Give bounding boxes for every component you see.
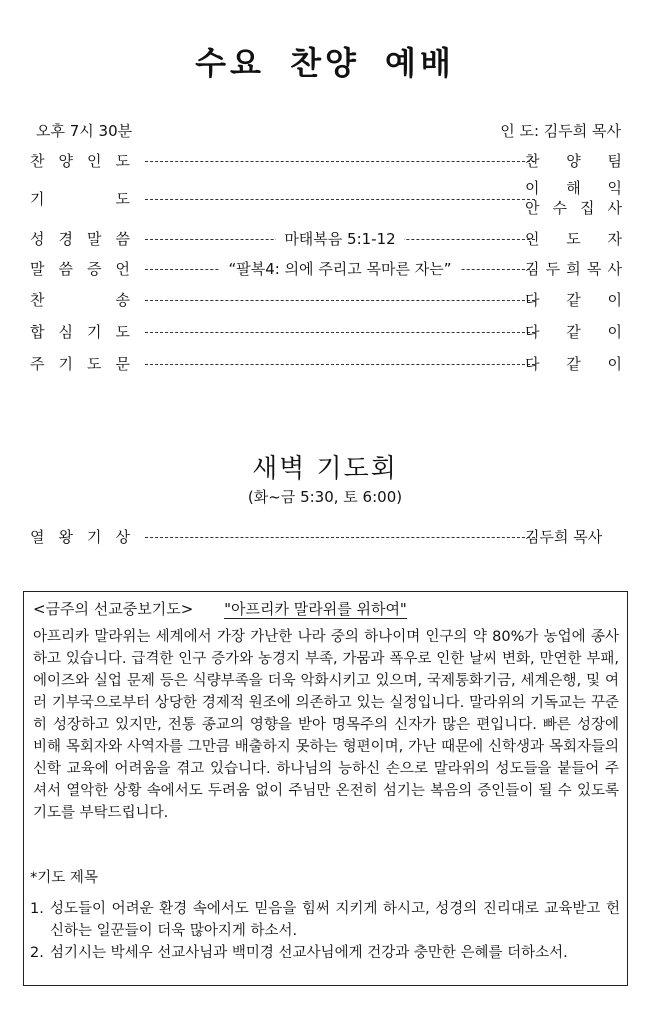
leader-dashes	[145, 300, 535, 301]
leader-dashes	[145, 332, 535, 333]
prayer-list	[30, 898, 620, 964]
program-label: 찬 양 인 도	[30, 152, 130, 170]
dawn-leader: 김두희 목사	[525, 528, 603, 546]
program-label: 기 도	[30, 190, 130, 208]
presider: 인 도: 김두희 목사	[500, 122, 621, 140]
mission-body: 아프리카 말라위는 세계에서 가장 가난한 나라 중의 하나이며 인구의 약 80%가 농업에 종사하고 있습니다. 급격한 인구 증가와 농경지 부족, 가뭄과 폭우로 인한 날씨 변화, 만연한 부패, 에이즈와 실업 문제 등은 식량부족을 더욱 악화시키고 있으며, 국제통화기금, 세계은행, 및 여러 기부국으로부터 상당한 경제적 원조에 의존하고 있는 실정입니다. 말라위의 기독교는 꾸준히 성장하고 있지만, 전통 종교의 영향을 받아 명목주의 신자가 많은 편입니다. 빠른 성장에 비해 목회자와 사역자를 그만큼 배출하지 못하는 형편이며, 가난 때문에 신학생과 목회자들의 신학 교육에 어려움을 겪고 있습니다. 하나님의 능하신 손으로 말라위의 성도들을 붙들어 주셔서 열악한 상황 속에서도 두려움 없이 주님만 온전히 섬기는 복음의 증인들이 될 수 있도록 기도를 부탁드립니다.	[33, 629, 619, 821]
program-leader: 다 같 이	[525, 355, 622, 373]
program-label: 성 경 말 씀	[30, 230, 130, 248]
program-row	[30, 258, 622, 282]
program-leader: 김 두 희 목 사	[525, 260, 622, 278]
mission-topic: "아프리카 말라위를 위하여"	[224, 600, 407, 618]
prayer-item: 1. 성도들이 어려운 환경 속에서도 믿음을 힘써 지키게 하시고, 성경의 진리대로 교육받고 헌신하는 일꾼들이 더욱 많아지게 하소서.	[30, 901, 620, 939]
program-leader: 다 같 이	[525, 291, 622, 309]
leader-dashes	[145, 161, 535, 162]
program-row	[30, 321, 622, 345]
program-label: 주 기 도 문	[30, 355, 130, 373]
program-label: 말 씀 증 언	[30, 260, 130, 278]
program-content: “팔복4: 의에 주리고 목마른 자는”	[220, 260, 459, 278]
program-content: 마태복음 5:1-12	[276, 230, 403, 248]
program-row	[30, 150, 622, 174]
mission-prayer-box	[23, 591, 628, 986]
program-leader: 인 도 자	[525, 230, 622, 248]
dawn-time: (화~금 5:30, 토 6:00)	[247, 488, 403, 506]
program-leader: 다 같 이	[525, 323, 622, 341]
leader-dashes	[145, 199, 535, 200]
service-time-row	[36, 120, 621, 140]
leader-dashes	[145, 364, 535, 365]
program-row	[30, 289, 622, 313]
program-row	[30, 228, 622, 252]
program-row	[30, 179, 622, 217]
prayer-item: 2. 섬기시는 박세우 선교사님과 백미경 선교사님에게 건강과 충만한 은혜를 더하소서.	[30, 945, 568, 961]
service-time: 오후 7시 30분	[36, 122, 133, 140]
program-leader: 이 해 익 안 수 집 사	[525, 179, 622, 217]
program-label: 합 심 기 도	[30, 323, 130, 341]
dawn-row	[30, 526, 622, 550]
prayer-heading: *기도 제목	[30, 870, 98, 886]
dawn-title: 새벽 기도회	[252, 454, 398, 484]
dawn-label: 열 왕 기 상	[30, 528, 130, 546]
mission-heading: <금주의 선교중보기도>	[33, 600, 194, 618]
program-row	[30, 353, 622, 377]
leader-dashes	[145, 537, 535, 538]
program-leader: 찬 양 팀	[525, 152, 622, 170]
service-title: 수요 찬양 예배	[195, 44, 455, 82]
mission-heading-row	[33, 598, 407, 619]
program-label: 찬 송	[30, 291, 130, 309]
